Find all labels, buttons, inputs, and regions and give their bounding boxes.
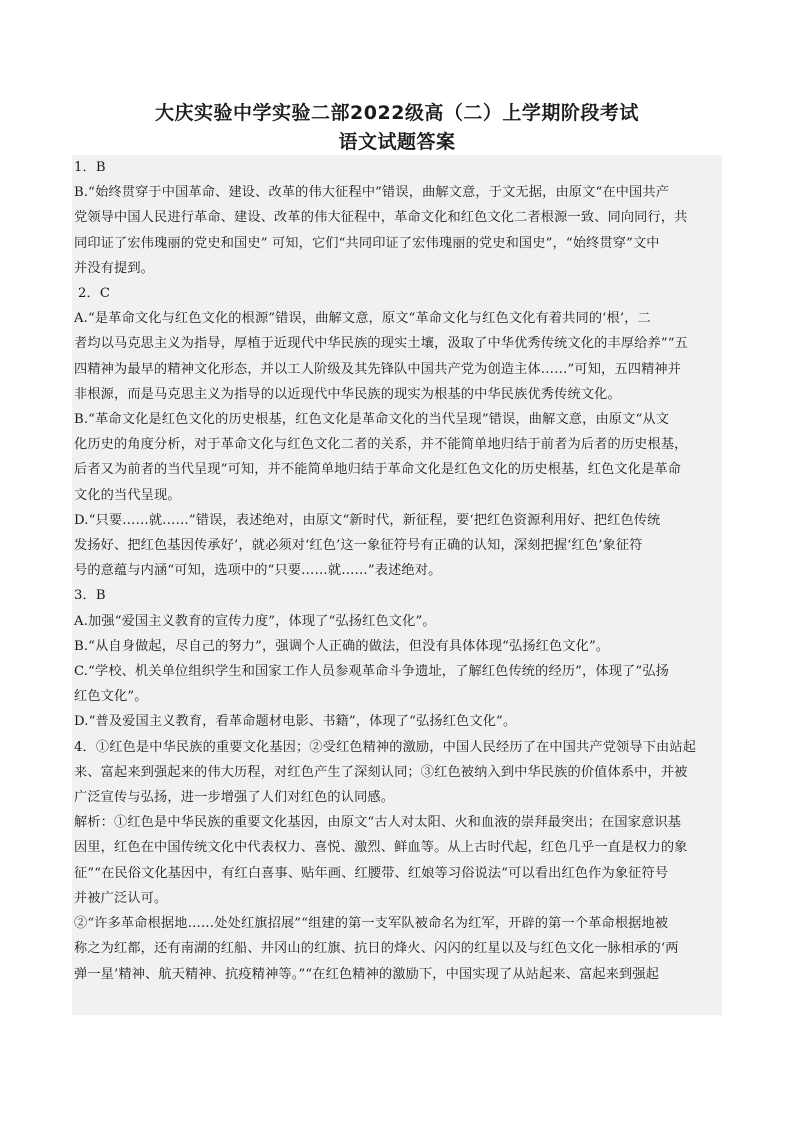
text-line: B.“革命文化是红色文化的历史根基，红色文化是革命文化的当代呈现”错误，曲解文意，由原文“从文 bbox=[74, 412, 670, 428]
text-line: 称之为红都，还有南湖的红船、井冈山的红旗、抗日的烽火、闪闪的红星以及与红色文化一脉相承的‘两 bbox=[74, 941, 679, 957]
text-line: 党领导中国人民进行革命、建设、改革的伟大征程中，革命文化和红色文化二者根源一致、同向同行，共 bbox=[74, 210, 688, 226]
text-line: 因里，红色在中国传统文化中代表权力、喜悦、激烈、鲜血等。从上古时代起，红色几乎一直是权力的象 bbox=[74, 840, 688, 856]
text-line: 号的意蕴与内涵“可知，选项中的“只要……就……”表述绝对。 bbox=[74, 563, 442, 579]
text-line: 1．B bbox=[74, 160, 106, 175]
text-line: 广泛宣传与弘扬，进一步增强了人们对红色的认同感。 bbox=[74, 790, 395, 806]
text-line: 红色文化”。 bbox=[74, 689, 148, 705]
text-line: A.加强“爱国主义教育的宣传力度”，体现了“弘扬红色文化”。 bbox=[74, 613, 436, 629]
text-line: 并没有提到。 bbox=[74, 260, 155, 276]
page-subtitle: 语文试题答案 bbox=[338, 131, 456, 153]
text-line: 3．B bbox=[74, 588, 106, 604]
text-line: ②“许多革命根据地……处处红旗招展”“组建的第一支军队被命名为红军，开辟的第一个革命根据地被 bbox=[74, 916, 669, 932]
answer-body bbox=[72, 155, 722, 1015]
text-line: 非根源，而是马克思主义为指导的以近现代中华民族的现实为根基的中华民族优秀传统文化。 bbox=[74, 386, 621, 402]
text-line: 者均以马克思主义为指导，厚植于近现代中华民族的现实土壤，汲取了中华优秀传统文化的丰厚给养”“五 bbox=[74, 336, 688, 352]
text-line: 后者又为前者的当代呈现”可知，并不能简单地归结于革命文化是红色文化的历史根基，红色文化是革命 bbox=[74, 462, 682, 478]
text-line: 四精神为最早的精神文化形态，并以工人阶级及其先锋队中国共产党为创造主体……”可知，五四精神并 bbox=[74, 361, 682, 377]
page-title: 大庆实验中学实验二部2022级高（二）上学期阶段考试 bbox=[155, 102, 639, 124]
text-line: 来、富起来到强起来的伟大历程，对红色产生了深刻认同；③红色被纳入到中华民族的价值体系中，并被 bbox=[74, 764, 688, 780]
text-line: 2．C bbox=[78, 286, 111, 302]
text-line: 弹一星’精神、航天精神、抗疫精神等。”“在红色精神的激励下，中国实现了从站起来、富起来到强起 bbox=[74, 966, 660, 982]
text-line: 征”“在民俗文化基因中，有红白喜事、贴年画、红腰带、红娘等习俗说法”可以看出红色作为象征符号 bbox=[74, 865, 669, 881]
text-line: 化历史的角度分析，对于革命文化与红色文化二者的关系，并不能简单地归结于前者为后者的历史根基， bbox=[74, 437, 688, 453]
text-line: D.“普及爱国主义教育，看革命题材电影、书籍”，体现了“弘扬红色文化”。 bbox=[74, 714, 517, 730]
text-line: 并被广泛认可。 bbox=[74, 890, 168, 906]
text-line: D.“只要……就……”错误，表述绝对，由原文“新时代，新征程，要‘把红色资源利用好、把红色传统 bbox=[74, 512, 661, 528]
text-line: 发扬好、把红色基因传承好’，就必须对‘红色’这一象征符号有正确的认知，深刻把握‘红色’象征符 bbox=[74, 538, 643, 554]
text-line: C.“学校、机关单位组织学生和国家工作人员参观革命斗争遗址，了解红色传统的经历”，体现了“弘扬 bbox=[74, 664, 669, 680]
text-line: 文化的当代呈现。 bbox=[74, 487, 181, 503]
text-line: A.“是革命文化与红色文化的根源”错误，曲解文意，原文“革命文化与红色文化有着共同的‘根’，二 bbox=[74, 311, 651, 327]
text-line: 同印证了宏伟瑰丽的党史和国史” 可知，它们“共同印证了宏伟瑰丽的党史和国史”，“始终贯穿”文中 bbox=[74, 235, 660, 251]
text-line: B.“始终贯穿于中国革命、建设、改革的伟大征程中”错误，曲解文意，于文无据，由原文“在中国共产 bbox=[74, 185, 670, 201]
text-line: 解析：①红色是中华民族的重要文化基因，由原文“古人对太阳、火和血液的崇拜最突出；在国家意识基 bbox=[74, 815, 682, 831]
text-line: B.“从自身做起，尽自己的努力”，强调个人正确的做法，但没有具体体现“弘扬红色文化”。 bbox=[74, 638, 610, 654]
text-line: 4．①红色是中华民族的重要文化基因；②受红色精神的激励，中国人民经历了在中国共产党领导下由站起 bbox=[74, 739, 697, 755]
